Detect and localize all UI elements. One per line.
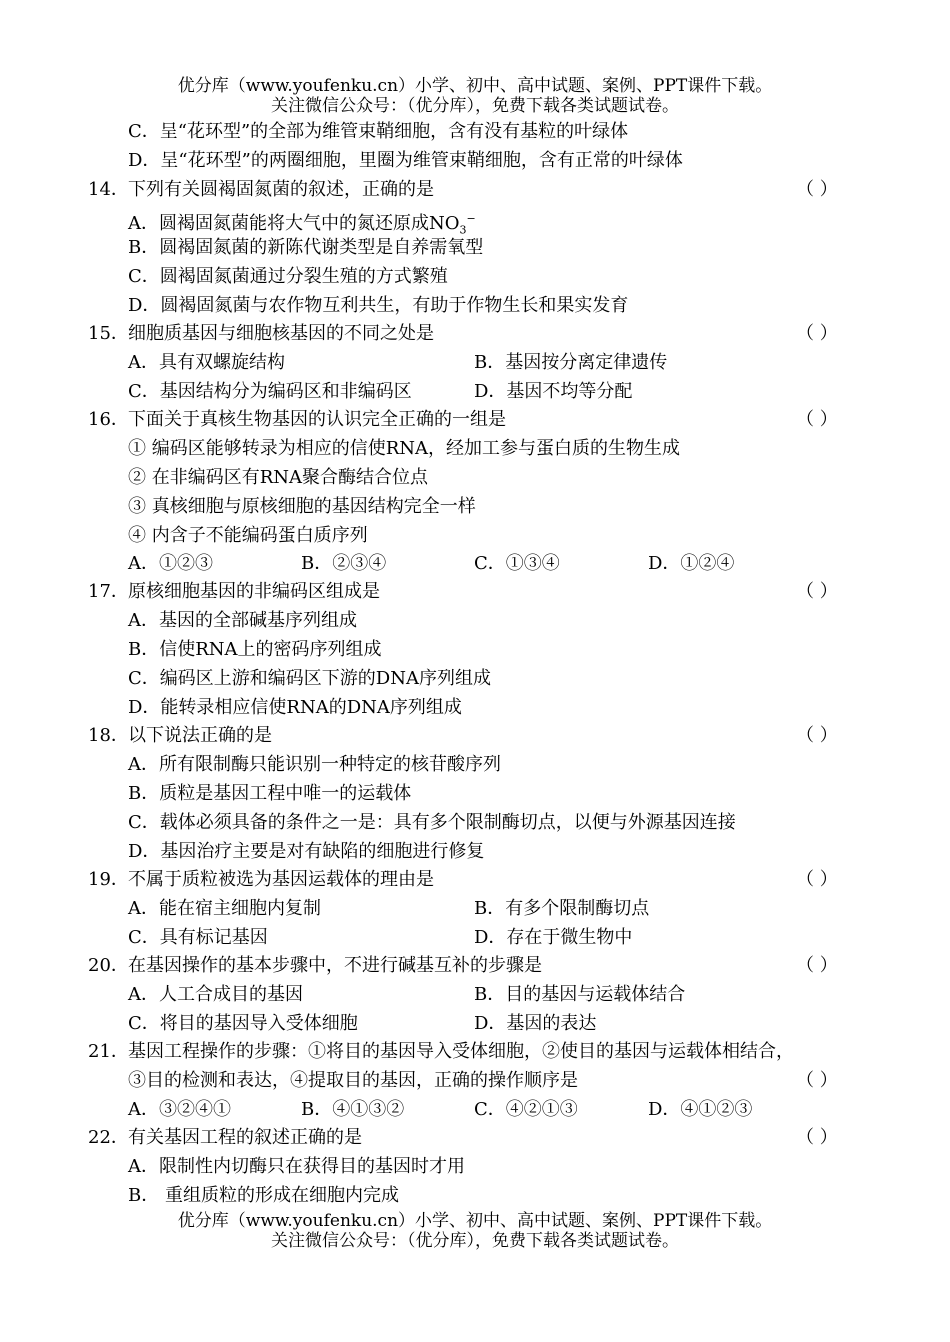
q20-option-a: A．人工合成目的基因 — [128, 984, 303, 1005]
q21-stem-row-2 — [0, 1067, 950, 1095]
q16-stem-row — [0, 406, 950, 434]
q15-options-row-1 — [0, 349, 950, 377]
q16-option-b: B．②③④ — [301, 553, 387, 574]
q16-statement-4: ④ 内含子不能编码蛋白质序列 — [128, 525, 368, 546]
q15-option-a: A．具有双螺旋结构 — [128, 352, 285, 373]
q18-stem: 以下说法正确的是 — [128, 725, 272, 746]
q19-options-row-1 — [0, 895, 950, 923]
q13-option-c-row — [0, 118, 950, 146]
q17-stem: 原核细胞基因的非编码区组成是 — [128, 581, 380, 602]
q18-option-c-row — [0, 809, 950, 837]
q17-option-a: A．基因的全部碱基序列组成 — [128, 610, 357, 631]
q20-option-d: D．基因的表达 — [474, 1013, 597, 1034]
q18-option-d-row — [0, 838, 950, 866]
q22-option-a: A．限制性内切酶只在获得目的基因时才用 — [128, 1156, 465, 1177]
q17-option-a-row — [0, 607, 950, 635]
q18-option-c: C．载体必须具备的条件之一是：具有多个限制酶切点，以便与外源基因连接 — [128, 812, 736, 833]
q21-option-a: A．③②④① — [128, 1099, 231, 1120]
q16-option-c: C．①③④ — [474, 553, 560, 574]
q16-statement-4-row — [0, 522, 950, 550]
q18-number: 18． — [88, 725, 129, 746]
q14-option-a-subscript: 3 — [459, 223, 467, 237]
q21-stem-row — [0, 1038, 950, 1066]
q18-option-b-row — [0, 780, 950, 808]
page-header — [0, 76, 950, 116]
q15-answer-blank: （ ） — [796, 323, 838, 344]
q16-statement-1-row — [0, 435, 950, 463]
q17-option-b: B．信使RNA上的密码序列组成 — [128, 639, 382, 660]
q16-option-a: A．①②③ — [128, 553, 213, 574]
q17-number: 17． — [88, 581, 129, 602]
q15-stem: 细胞质基因与细胞核基因的不同之处是 — [128, 323, 434, 344]
q17-option-b-row — [0, 636, 950, 664]
q19-stem: 不属于质粒被选为基因运载体的理由是 — [128, 869, 434, 890]
q17-answer-blank: （ ） — [796, 581, 838, 602]
q14-answer-blank: （ ） — [796, 179, 838, 200]
q20-answer-blank: （ ） — [796, 955, 838, 976]
q16-answer-blank: （ ） — [796, 409, 838, 430]
q22-answer-blank: （ ） — [796, 1127, 838, 1148]
q18-option-a: A．所有限制酶只能识别一种特定的核苷酸序列 — [128, 754, 501, 775]
q22-option-b-row — [0, 1182, 950, 1210]
q19-answer-blank: （ ） — [796, 869, 838, 890]
q13-option-c: C．呈“花环型”的全部为维管束鞘细胞，含有没有基粒的叶绿体 — [128, 121, 629, 142]
q19-option-b: B．有多个限制酶切点 — [474, 898, 650, 919]
q16-number: 16． — [88, 409, 129, 430]
q19-options-row-2 — [0, 924, 950, 952]
q14-stem: 下列有关圆褐固氮菌的叙述，正确的是 — [128, 179, 434, 200]
q17-option-c: C．编码区上游和编码区下游的DNA序列组成 — [128, 668, 491, 689]
q22-number: 22． — [88, 1127, 129, 1148]
q14-option-c-row — [0, 263, 950, 291]
q21-number: 21． — [88, 1041, 129, 1062]
q14-option-d-row — [0, 292, 950, 320]
q16-stem: 下面关于真核生物基因的认识完全正确的一组是 — [128, 409, 506, 430]
q15-options-row-2 — [0, 378, 950, 406]
q20-option-b: B．目的基因与运载体结合 — [474, 984, 686, 1005]
q14-option-a-text: A．圆褐固氮菌能将大气中的氮还原成NO — [128, 213, 460, 234]
q13-option-d: D．呈“花环型”的两圈细胞，里圈为维管束鞘细胞，含有正常的叶绿体 — [128, 150, 683, 171]
q20-option-c: C．将目的基因导入受体细胞 — [128, 1013, 358, 1034]
q16-statement-2: ② 在非编码区有RNA聚合酶结合位点 — [128, 467, 429, 488]
q17-option-d: D．能转录相应信使RNA的DNA序列组成 — [128, 697, 462, 718]
q16-options-row — [0, 550, 950, 578]
q21-answer-blank: （ ） — [796, 1070, 838, 1091]
q22-option-a-row — [0, 1153, 950, 1181]
q20-options-row-2 — [0, 1010, 950, 1038]
q17-option-c-row — [0, 665, 950, 693]
q20-options-row-1 — [0, 981, 950, 1009]
q21-stem: 基因工程操作的步骤：①将目的基因导入受体细胞，②使目的基因与运载体相结合， — [128, 1041, 794, 1062]
footer-line-1: 优分库（www.youfenku.cn）小学、初中、高中试题、案例、PPT课件下载。 — [177, 1211, 773, 1231]
q18-option-d: D．基因治疗主要是对有缺陷的细胞进行修复 — [128, 841, 485, 862]
footer-line-2: 关注微信公众号：（优分库），免费下载各类试题试卷。 — [271, 1231, 679, 1251]
q22-stem: 有关基因工程的叙述正确的是 — [128, 1127, 362, 1148]
q18-option-a-row — [0, 751, 950, 779]
q19-stem-row — [0, 866, 950, 894]
q14-option-c: C．圆褐固氮菌通过分裂生殖的方式繁殖 — [128, 266, 448, 287]
q21-options-row — [0, 1096, 950, 1124]
q19-option-d: D．存在于微生物中 — [474, 927, 633, 948]
q15-number: 15． — [88, 323, 129, 344]
q17-option-d-row — [0, 694, 950, 722]
q19-number: 19． — [88, 869, 129, 890]
q14-option-a-superscript: − — [466, 212, 476, 225]
q18-stem-row — [0, 722, 950, 750]
q16-statement-2-row — [0, 464, 950, 492]
q14-option-d: D．圆褐固氮菌与农作物互利共生，有助于作物生长和果实发育 — [128, 295, 629, 316]
q21-option-b: B．④①③② — [301, 1099, 405, 1120]
q20-number: 20． — [88, 955, 129, 976]
q20-stem-row — [0, 952, 950, 980]
q16-statement-1: ① 编码区能够转录为相应的信使RNA，经加工参与蛋白质的生物生成 — [128, 438, 681, 459]
q22-option-b: B． 重组质粒的形成在细胞内完成 — [128, 1185, 399, 1206]
q18-answer-blank: （ ） — [796, 725, 838, 746]
q14-option-b: B．圆褐固氮菌的新陈代谢类型是自养需氧型 — [128, 237, 484, 258]
q21-option-d: D．④①②③ — [648, 1099, 753, 1120]
q14-option-b-row — [0, 234, 950, 262]
q13-option-d-row — [0, 147, 950, 175]
q15-option-d: D．基因不均等分配 — [474, 381, 633, 402]
header-line-2: 关注微信公众号：（优分库），免费下载各类试题试卷。 — [271, 96, 679, 116]
q15-stem-row — [0, 320, 950, 348]
q20-stem: 在基因操作的基本步骤中，不进行碱基互补的步骤是 — [128, 955, 542, 976]
q14-stem-row — [0, 176, 950, 204]
q14-number: 14． — [88, 179, 129, 200]
q19-option-c: C．具有标记基因 — [128, 927, 268, 948]
q16-statement-3: ③ 真核细胞与原核细胞的基因结构完全一样 — [128, 496, 476, 517]
q14-option-a-row — [0, 205, 950, 237]
q15-option-c: C．基因结构分为编码区和非编码区 — [128, 381, 412, 402]
page-footer — [0, 1211, 950, 1251]
q17-stem-row — [0, 578, 950, 606]
header-line-1: 优分库（www.youfenku.cn）小学、初中、高中试题、案例、PPT课件下载。 — [177, 76, 773, 96]
q15-option-b: B．基因按分离定律遗传 — [474, 352, 668, 373]
q21-option-c: C．④②①③ — [474, 1099, 578, 1120]
q21-stem-continued: ③目的检测和表达，④提取目的基因，正确的操作顺序是 — [128, 1070, 578, 1091]
q19-option-a: A．能在宿主细胞内复制 — [128, 898, 321, 919]
q16-option-d: D．①②④ — [648, 553, 735, 574]
q18-option-b: B．质粒是基因工程中唯一的运载体 — [128, 783, 412, 804]
q22-stem-row — [0, 1124, 950, 1152]
q16-statement-3-row — [0, 493, 950, 521]
